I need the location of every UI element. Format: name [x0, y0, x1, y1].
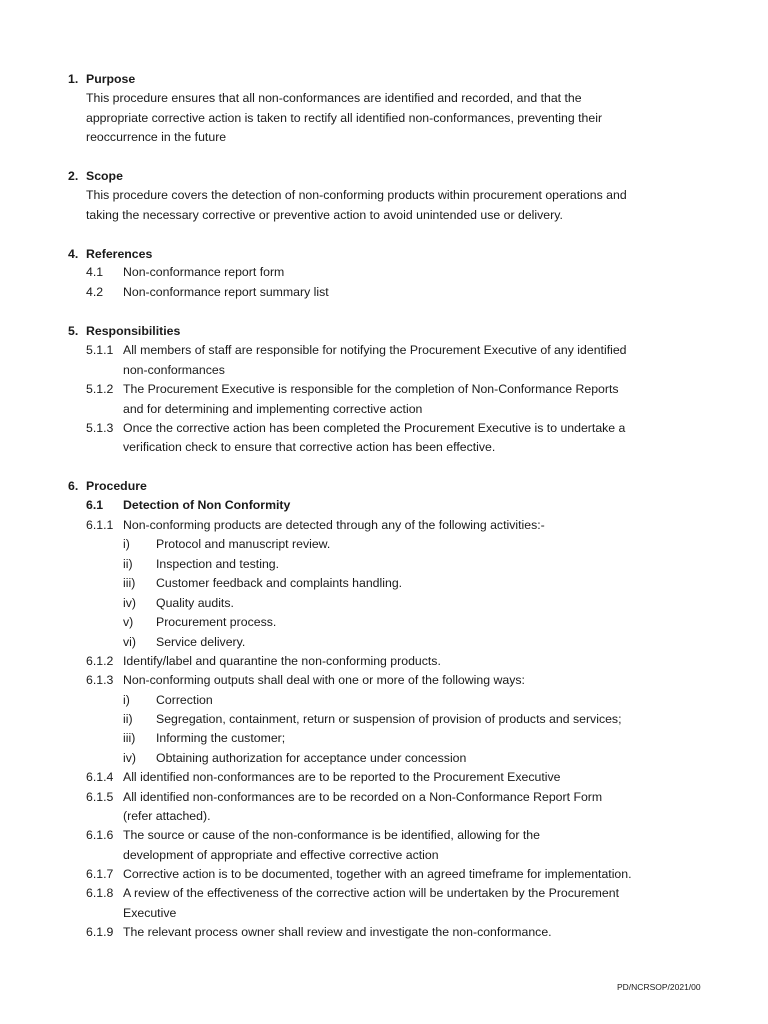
list-item-number: 5.1.3	[86, 421, 114, 435]
procedure-text-line: Corrective action is to be documented, together with an agreed timeframe for implementation.	[123, 867, 632, 881]
scope-text-line: This procedure covers the detection of non-conforming products within procurement operations and	[86, 188, 627, 202]
section-number: 5.	[68, 324, 79, 338]
procedure-text-line: All identified non-conformances are to be recorded on a Non-Conformance Report Form	[123, 790, 603, 804]
section-number: 6.	[68, 479, 79, 493]
list-item-number: 5.1.2	[86, 382, 114, 396]
section-heading-scope: Scope	[86, 169, 123, 183]
way-item: Segregation, containment, return or suspension of provision of products and services;	[156, 712, 622, 726]
list-item-number: 4.1	[86, 265, 104, 279]
purpose-text-line: reoccurrence in the future	[86, 130, 227, 144]
list-item-number: 6.1.8	[86, 886, 114, 900]
roman-numeral: ii)	[123, 557, 133, 571]
procedure-text-line: A review of the effectiveness of the corrective action will be undertaken by the Procurement	[123, 886, 620, 900]
procedure-text-line: development of appropriate and effective corrective action	[123, 848, 439, 862]
list-item-number: 6.1.3	[86, 673, 114, 687]
document-code: PD/NCRSOP/2021/00	[617, 982, 701, 992]
procedure-text-line: The relevant process owner shall review and investigate the non-conformance.	[123, 925, 552, 939]
list-item-number: 5.1.1	[86, 343, 114, 357]
responsibility-text-line: verification check to ensure that corrective action has been effective.	[123, 440, 496, 454]
roman-numeral: iv)	[123, 596, 136, 610]
roman-numeral: iii)	[123, 576, 136, 590]
list-item-number: 6.1.2	[86, 654, 114, 668]
purpose-text-line: appropriate corrective action is taken to rectify all identified non-conformances, preventing their	[86, 111, 603, 125]
roman-numeral: vi)	[123, 635, 136, 649]
section-heading-references: References	[86, 247, 153, 261]
reference-item: Non-conformance report form	[123, 265, 285, 279]
section-number: 1.	[68, 72, 79, 86]
activity-item: Procurement process.	[156, 615, 277, 629]
subheading-number: 6.1	[86, 498, 104, 512]
section-heading-purpose: Purpose	[86, 72, 136, 86]
section-number: 4.	[68, 247, 79, 261]
roman-numeral: ii)	[123, 712, 133, 726]
purpose-text-line: This procedure ensures that all non-conformances are identified and recorded, and that the	[86, 91, 582, 105]
roman-numeral: iii)	[123, 731, 136, 745]
list-item-number: 6.1.9	[86, 925, 114, 939]
section-heading-procedure: Procedure	[86, 479, 147, 493]
reference-item: Non-conformance report summary list	[123, 285, 329, 299]
scope-text-line: taking the necessary corrective or preventive action to avoid unintended use or delivery.	[86, 208, 563, 222]
list-item-number: 6.1.6	[86, 828, 114, 842]
list-item-number: 6.1.7	[86, 867, 114, 881]
list-item-number: 4.2	[86, 285, 104, 299]
responsibility-text-line: The Procurement Executive is responsible for the completion of Non-Conformance Reports	[123, 382, 619, 396]
section-heading-responsibilities: Responsibilities	[86, 324, 181, 338]
activity-item: Service delivery.	[156, 635, 246, 649]
list-item-number: 6.1.4	[86, 770, 114, 784]
section-number: 2.	[68, 169, 79, 183]
list-item-number: 6.1.1	[86, 518, 114, 532]
subheading-detection: Detection of Non Conformity	[123, 498, 291, 512]
procedure-text-line: All identified non-conformances are to be reported to the Procurement Executive	[123, 770, 561, 784]
way-item: Obtaining authorization for acceptance under concession	[156, 751, 467, 765]
roman-numeral: iv)	[123, 751, 136, 765]
activity-item: Protocol and manuscript review.	[156, 537, 331, 551]
way-item: Informing the customer;	[156, 731, 286, 745]
procedure-text-line: Non-conforming products are detected through any of the following activities:-	[123, 518, 545, 532]
procedure-text-line: Executive	[123, 906, 177, 920]
activity-item: Quality audits.	[156, 596, 234, 610]
responsibility-text-line: Once the corrective action has been completed the Procurement Executive is to undertake a	[123, 421, 626, 435]
activity-item: Customer feedback and complaints handling.	[156, 576, 403, 590]
responsibility-text-line: non-conformances	[123, 363, 225, 377]
roman-numeral: i)	[123, 537, 130, 551]
responsibility-text-line: and for determining and implementing corrective action	[123, 402, 423, 416]
procedure-text-line: Non-conforming outputs shall deal with one or more of the following ways:	[123, 673, 525, 687]
roman-numeral: v)	[123, 615, 134, 629]
way-item: Correction	[156, 693, 213, 707]
procedure-text-line: The source or cause of the non-conformance is be identified, allowing for the	[123, 828, 540, 842]
procedure-text-line: (refer attached).	[123, 809, 211, 823]
responsibility-text-line: All members of staff are responsible for notifying the Procurement Executive of any identified	[123, 343, 627, 357]
procedure-text-line: Identify/label and quarantine the non-conforming products.	[123, 654, 441, 668]
activity-item: Inspection and testing.	[156, 557, 280, 571]
roman-numeral: i)	[123, 693, 130, 707]
list-item-number: 6.1.5	[86, 790, 114, 804]
